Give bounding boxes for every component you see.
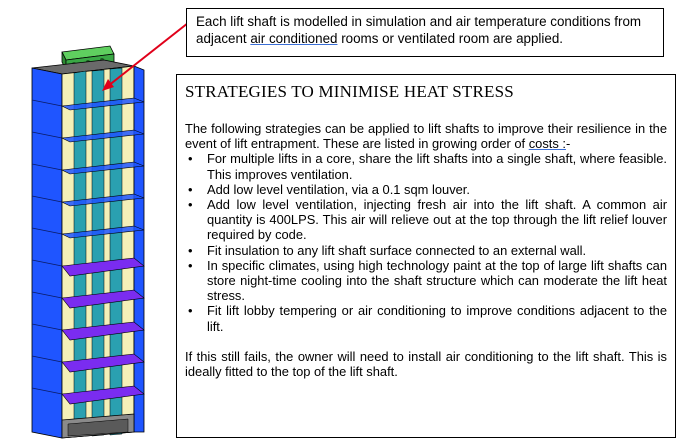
intro-text: The following strategies can be applied to lift shafts to improve their resilience in the event of lift entrapment. These are listed in growing order of xyxy=(185,121,667,152)
strategy-text: In specific climates, using high technology paint at the top of large lift shafts can store night-time cooling into the shaft structure which can moderate the lift heat stress. xyxy=(207,257,667,304)
closing-paragraph: If this still fails, the owner will need to install air conditioning to the lift shaft. This is ideally fitted to the top of the lift shaft. xyxy=(185,348,667,380)
air-conditioned-link-text: air conditioned xyxy=(250,31,338,46)
bullet-icon: • xyxy=(188,151,193,167)
strategy-item xyxy=(185,258,667,304)
strategy-text: Add low level ventilation, injecting fresh air into the lift shaft. A common air quantity is 400LPS. This air will relieve out at the top through the lift relief louver required by code. xyxy=(207,197,667,243)
bullet-icon: • xyxy=(188,257,193,273)
simulation-callout xyxy=(186,8,664,57)
strategy-text: Add low level ventilation, via a 0.1 sqm louver. xyxy=(207,181,470,197)
costs-text: costs : xyxy=(528,136,566,152)
strategy-text: Fit lift lobby tempering or air conditioning to improve conditions adjacent to the lift. xyxy=(207,303,667,334)
bullet-icon: • xyxy=(188,303,193,319)
strategy-item xyxy=(185,182,667,197)
strategy-text: For multiple lifts in a core, share the lift shafts into a single shaft, where feasible. This improves ventilation. xyxy=(207,151,667,182)
intro-suffix: - xyxy=(565,136,571,152)
strategy-item xyxy=(185,151,667,181)
strategies-panel xyxy=(176,74,676,438)
strategy-list xyxy=(185,151,667,333)
bullet-icon: • xyxy=(188,197,193,213)
callout-text-end: rooms or ventilated room are applied. xyxy=(337,31,563,46)
strategy-item xyxy=(185,243,667,258)
strategy-item xyxy=(185,303,667,333)
strategy-item xyxy=(185,197,667,243)
bullet-icon: • xyxy=(188,242,193,258)
panel-title: STRATEGIES TO MINIMISE HEAT STRESS xyxy=(185,82,514,101)
strategy-text: Fit insulation to any lift shaft surface connected to an external wall. xyxy=(207,242,587,258)
intro-paragraph xyxy=(185,121,667,151)
bullet-icon: • xyxy=(188,181,193,197)
callout-text: Each lift shaft is modelled in simulation and air temperature conditions from adjacent xyxy=(196,14,642,46)
